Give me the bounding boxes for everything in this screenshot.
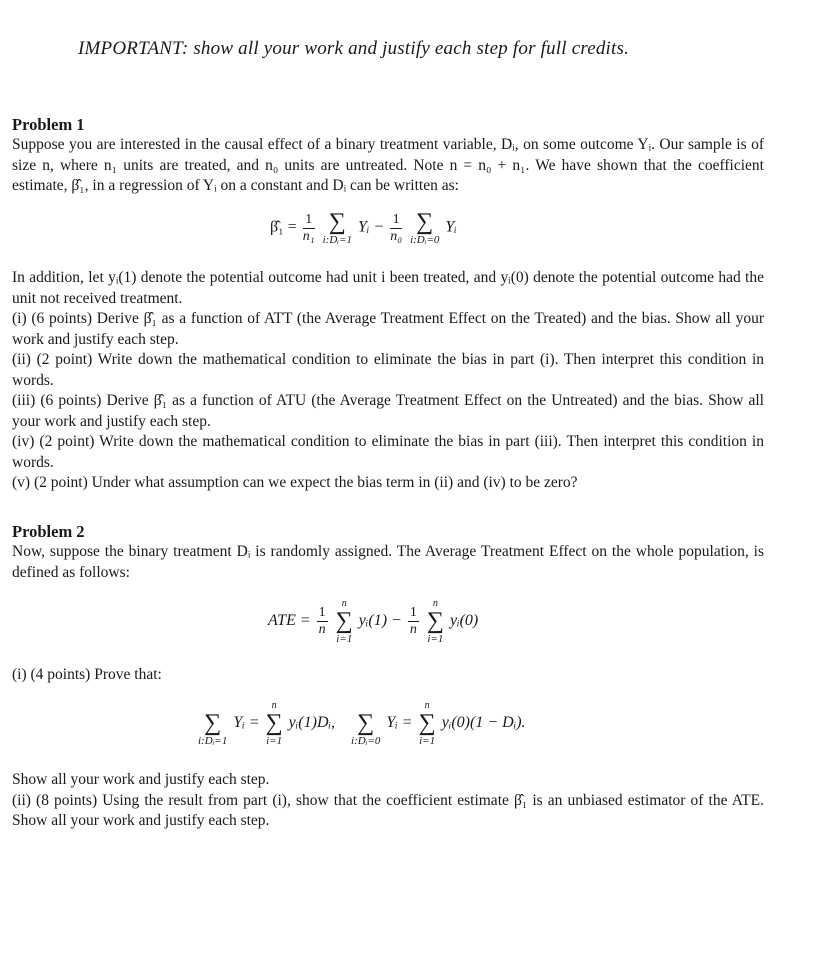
ate-frac1-denominator: n [318, 622, 326, 637]
problem-2-part-i: (i) (4 points) Prove that: [12, 666, 162, 683]
ate-sum1-lower: i=1 [336, 633, 353, 645]
prove-sum-all-2 [419, 700, 436, 747]
ate-sum-1 [336, 598, 353, 645]
frac1-denominator: n₁ [302, 228, 315, 244]
sigma-symbol: ∑ [335, 608, 353, 634]
sigma-symbol: ∑ [418, 710, 436, 736]
fraction-1-over-n0 [390, 212, 402, 245]
prove-sum-treated [198, 700, 227, 747]
fraction-1-over-n-second [408, 605, 419, 638]
prove-sum3-lower: i:Dᵢ=0 [351, 735, 381, 747]
prove-sum4-lower: i=1 [419, 735, 436, 747]
problem-2-title: Problem 2 [12, 522, 85, 541]
problem-2-header-block [12, 522, 764, 583]
prove-eq2-mid: Yᵢ = [386, 714, 413, 732]
sigma-symbol: ∑ [328, 209, 346, 235]
prove-equation [196, 700, 526, 747]
sum-treated [323, 210, 352, 246]
problem-1-part-i: (i) (6 points) Derive β̂₁ as a function of ATT (the Average Treatment Effect on the Treated) and the bias. Show all your work and justify each step. [12, 310, 764, 348]
beta-lhs: β̂₁ = [270, 218, 297, 236]
prove-sum2-lower: i=1 [266, 735, 283, 747]
sum2-lower-limit: i:Dᵢ=0 [410, 234, 440, 246]
problem-1-part-iv: (iv) (2 point) Write down the mathematical condition to eliminate the bias in part (iii). Then interpret this condition in words. [12, 433, 764, 471]
problem-1-body [12, 268, 764, 494]
potential-outcomes-text: In addition, let yᵢ(1) denote the potential outcome had unit i been treated, and yᵢ(0) denote the potential outcome had the unit not received treatment. [12, 269, 764, 307]
problem-1-title: Problem 1 [12, 115, 85, 134]
sigma-symbol: ∑ [265, 710, 283, 736]
fraction-1-over-n [317, 605, 328, 638]
term-1: Yᵢ − [357, 218, 385, 236]
sigma-symbol: ∑ [416, 209, 434, 235]
sigma-symbol: ∑ [426, 608, 444, 634]
frac1-numerator: 1 [303, 212, 315, 229]
ate-term-1: yᵢ(1) − [358, 612, 402, 630]
sum-untreated [410, 210, 439, 246]
ate-frac2-denominator: n [409, 622, 417, 637]
problem-2-part-i-label [12, 665, 764, 686]
prove-sum2-upper: n [271, 700, 277, 711]
ate-sum1-upper: n [341, 598, 347, 609]
ate-sum2-lower: i=1 [427, 633, 444, 645]
ate-sum-2 [427, 598, 444, 645]
problem-2-closing-block [12, 770, 764, 832]
fraction-1-over-n1 [303, 212, 315, 245]
prove-eq1-rhs: yᵢ(1)Dᵢ, [288, 714, 336, 732]
ate-term-2: yᵢ(0) [449, 612, 479, 630]
problem-2-closing: Show all your work and justify each step. [12, 771, 270, 788]
problem-1-part-iii: (iii) (6 points) Derive β̂₁ as a function of ATU (the Average Treatment Effect on the Untreated) and the bias. Show all your work and justify each step. [12, 392, 764, 430]
problem-2-intro: Now, suppose the binary treatment Dᵢ is randomly assigned. The Average Treatment Effect on the whole population, is defined as follows: [12, 543, 764, 581]
important-note: IMPORTANT: show all your work and justify each step for full credits. [78, 38, 630, 59]
ate-frac1-numerator: 1 [318, 605, 326, 620]
ate-lhs: ATE = [268, 612, 311, 630]
beta-hat-equation [270, 210, 457, 246]
prove-eq1-mid: Yᵢ = [233, 714, 260, 732]
ate-equation [268, 598, 478, 645]
problem-1-part-v: (v) (2 point) Under what assumption can we expect the bias term in (ii) and (iv) to be zero? [12, 474, 578, 491]
problem-1-intro: Suppose you are interested in the causal effect of a binary treatment variable, Dᵢ, on some outcome Yᵢ. Our sample is of size n, where n₁ units are treated, and n₀ units are untreated. Note n = n₀ + n₁. We have shown that the coefficient estimate, β̂₁, in a regression of Yᵢ on a constant and Dᵢ can be written as: [12, 136, 764, 194]
sigma-symbol: ∑ [357, 710, 375, 736]
prove-sum-untreated [351, 700, 380, 747]
frac2-denominator: n₀ [390, 228, 403, 244]
term-2: Yᵢ [445, 218, 457, 236]
ate-sum2-upper: n [432, 598, 438, 609]
prove-sum4-upper: n [424, 700, 430, 711]
ate-frac2-numerator: 1 [409, 605, 417, 620]
sum1-lower-limit: i:Dᵢ=1 [322, 234, 352, 246]
prove-sum-all-1 [266, 700, 283, 747]
problem-1-part-ii: (ii) (2 point) Write down the mathematical condition to eliminate the bias in part (i). Then interpret this condition in words. [12, 351, 764, 389]
problem-1-header-block [12, 115, 764, 197]
prove-eq2-rhs: yᵢ(0)(1 − Dᵢ). [441, 714, 526, 732]
prove-sum1-lower: i:Dᵢ=1 [198, 735, 228, 747]
frac2-numerator: 1 [390, 212, 402, 229]
problem-2-part-ii: (ii) (8 points) Using the result from part (i), show that the coefficient estimate β̂₁ is an unbiased estimator of the ATE. Show all your work and justify each step. [12, 791, 764, 829]
sigma-symbol: ∑ [204, 710, 222, 736]
